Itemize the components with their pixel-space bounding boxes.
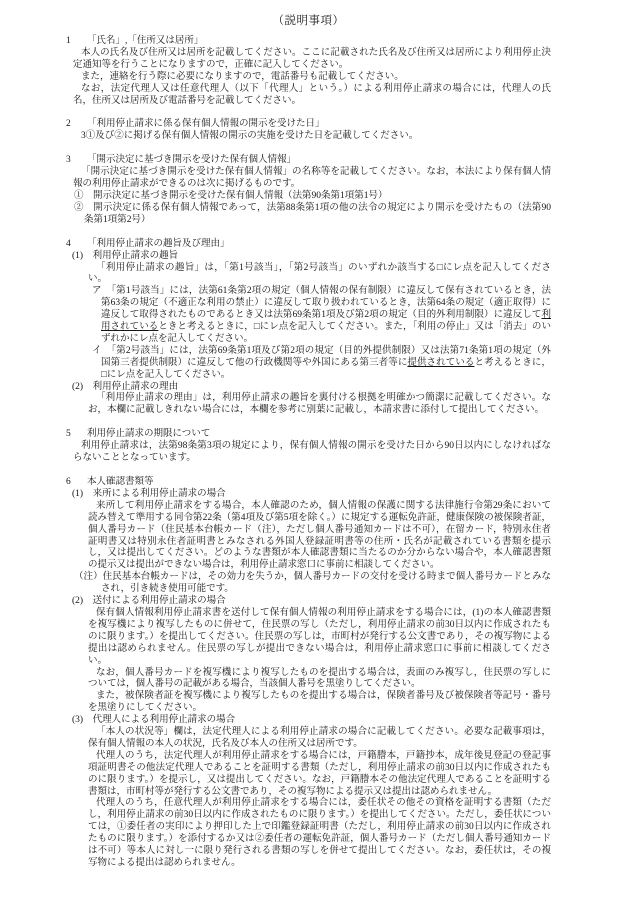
section-heading (66, 119, 551, 131)
paragraph: 保有個人情報利用停止請求書を送付して保有個人情報の利用停止請求をする場合には，(1)の本人確認書類を複写機により複写したものに併せて，住民票の写し（ただし，利用停止請求の前30日以内に作成されたものに限ります。）を提出してください。住民票の写しは，市町村が発行する公文書であり，その複写物による提出は認められません。住民票の写しが提出できない場合は，利用停止請求窓口に事前に相談してください。 (88, 607, 551, 666)
section-title: 「氏名」,「住所又は居所」 (87, 36, 204, 46)
section-heading (66, 429, 551, 441)
section-title: 「利用停止請求の趣旨及び理由」 (87, 238, 230, 249)
section-title: 利用停止請求の期限について (87, 429, 211, 440)
paragraph: 「利用停止請求の理由」は，利用停止請求の趣旨を裏付ける根拠を明確かつ簡潔に記載してください。なお，本欄に記載しきれない場合には，本欄を参考に別葉に記載し，本請求書に添付して提出してください。 (88, 393, 551, 416)
subsection-heading: (1) 来所による利用停止請求の場合 (72, 488, 226, 499)
subsection-heading: (1) 利用停止請求の趣旨 (72, 250, 179, 261)
list-item: イ 「第2号該当」には，法第69条第1項及び第2項の規定（目的外提供制限）又は法第71条第1項の規定（外国第三者提供制限）に違反して他の行政機関等や外国にある第三者等に提供されていると考えるときに，□にレ点を記入してください。 (92, 345, 551, 380)
section-number: 6 (66, 477, 71, 487)
section-number: 3 (66, 155, 71, 166)
subsection-heading: (2) 送付による利用停止請求の場合 (72, 596, 226, 607)
paragraph: また，連絡を行う際に必要になりますので，電話番号も記載してください。 (81, 71, 404, 82)
subsection-heading: (2) 利用停止請求の理由 (72, 381, 179, 392)
note-paragraph: （注）住民基本台帳カードは，その効力を失うか，個人番号カードの交付を受ける時まで個人番号カードとみなされ，引き続き使用可能です。 (74, 572, 551, 595)
list-item: ② 開示決定に係る保有個人情報であって，法第88条第1項の他の法令の規定により開示を受けたもの（法第90条第1項第2号） (74, 202, 551, 225)
sections-container (66, 36, 551, 870)
section-4 (66, 239, 551, 418)
paragraph: 3①及び②に掲げる保有個人情報の開示の実施を受けた日を記載してください。 (81, 131, 419, 142)
paragraph: 代理人のうち，任意代理人が利用停止請求をする場合には，委任状その他その資格を証明する書類（ただし，利用停止請求の前30日以内に作成されたものに限ります。）を提出してください。ただし，委任状については，①委任者の実印により押印した上で印鑑登録証明書（ただし，利用停止請求の前30日以内に作成されたものに限ります。）を添付するか又は②委任者の運転免許証，個人番号カード（ただし個人番号通知カードは不可）等本人に対し一に限り発行される書類の写しを併せて提出してください。なお，委任状は，その複写物による提出は認められません。 (88, 798, 551, 868)
underlined-text: 利用されている (101, 310, 551, 333)
document-title: （説明事項） (272, 15, 345, 27)
section-number: 1 (66, 36, 71, 46)
section-title: 「開示決定に基づき開示を受けた保有個人情報」 (87, 155, 297, 166)
section-heading (66, 239, 551, 251)
section-2 (66, 119, 551, 143)
section-title: 「利用停止請求に係る保有個人情報の開示を受けた日」 (87, 119, 325, 130)
section-number: 5 (66, 429, 71, 440)
section-heading (66, 36, 551, 48)
section-5 (66, 429, 551, 465)
list-item: ア 「第1号該当」には，法第61条第2項の規定（個人情報の保有制限）に違反して保有されているとき，法第63条の規定（不適正な利用の禁止）に違反して取り扱われているとき，法第64条の規定（適正取得）に違反して取得されたものであるとき又は法第69条第1項及び第2項の規定（目的外利用制限）に違反して利用されているときと考えるときに，□にレ点を記入してください。また，「利用の停止」又は「消去」のいずれかにレ点を記入してください。 (92, 286, 551, 344)
section-3 (66, 155, 551, 226)
paragraph: 「本人の状況等」欄は，法定代理人による利用停止請求の場合に記載してください。必要な記載事項は，保有個人情報の本人の状況，氏名及び本人の住所又は居所です。 (88, 727, 551, 749)
paragraph: なお，個人番号カードを複写機により複写したものを提出する場合は，表面のみ複写し，住民票の写しについては，個人番号の記載がある場合，当該個人番号を黒塗りしてください。 (88, 667, 551, 690)
section-number: 2 (66, 119, 71, 130)
paragraph: また，被保険者証を複写機により複写したものを提出する場合は，保険者番号及び被保険者等記号・番号を黒塗りにしてください。 (88, 691, 551, 714)
section-6 (66, 477, 551, 870)
paragraph: 利用停止請求は，法第98条第3項の規定により，保有個人情報の開示を受けた日から90日以内にしなければならないこととなっています。 (73, 441, 551, 464)
section-1 (66, 36, 551, 107)
section-heading (66, 477, 551, 489)
section-title: 本人確認書類等 (87, 477, 154, 487)
list-item: ① 開示決定に基づき開示を受けた保有個人情報（法第90条第1項第1号） (74, 190, 388, 201)
underlined-text: 提供されている (407, 357, 475, 368)
paragraph: 本人の氏名及び住所又は居所を記載してください。ここに記載された氏名及び住所又は居所により利用停止決定通知等を行うことになりますので，正確に記入してください。 (73, 47, 551, 70)
section-number: 4 (66, 238, 71, 249)
subsection-heading: (3) 代理人による利用停止請求の場合 (72, 715, 236, 726)
section-heading (66, 155, 551, 167)
paragraph: なお，法定代理人又は任意代理人（以下「代理人」という。）による利用停止請求の場合には，代理人の氏名，住所又は居所及び電話番号を記載してください。 (73, 83, 551, 106)
paragraph: 代理人のうち，法定代理人が利用停止請求をする場合には，戸籍謄本，戸籍抄本，成年後見登記の登記事項証明書その他法定代理人であることを証明する書類（ただし，利用停止請求の前30日以内に作成されたものに限ります。）を提示し，又は提出してください。なお，戸籍謄本その他法定代理人であることを証明する書類は，市町村等が発行する公文書であり，その複写物による提示又は提出は認められません。 (88, 750, 551, 797)
paragraph: 来所して利用停止請求をする場合，本人確認のため，個人情報の保護に関する法律施行令第29条において読み替えて準用する同令第22条（第4項及び第5項を除く。）に規定する運転免許証，健康保険の被保険者証，個人番号カード（住民基本台帳カード（注），ただし個人番号通知カードは不可），在留カード，特別永住者証明書又は特別永住者証明書とみなされる外国人登録証明書等の住所・氏名が記載されている書類を提示し，又は提出してください。どのような書類が本人確認書類に当たるのか分からない場合や，本人確認書類の提示又は提出ができない場合は，利用停止請求窓口に事前に相談してください。 (88, 500, 551, 571)
paragraph: 「開示決定に基づき開示を受けた保有個人情報」の名称等を記載してください。なお，本法により保有個人情報の利用停止請求ができるのは次に掲げるものです。 (73, 167, 551, 190)
paragraph: 「利用停止請求の趣旨」は，「第1号該当」，「第2号該当」のいずれか該当する□にレ点を記入してください。 (88, 262, 551, 285)
